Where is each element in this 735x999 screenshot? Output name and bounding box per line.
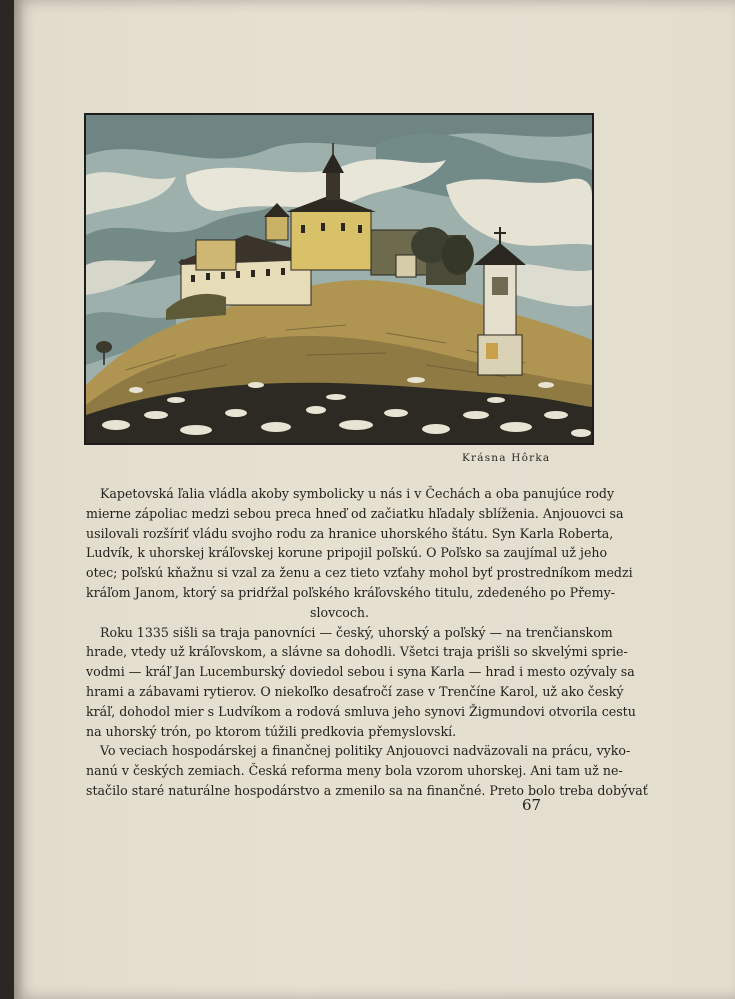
book-page [14,0,735,999]
text-line: nanú v českých zemiach. Česká reforma meny bola vzorom uhorskej. Ani tam už ne- [86,763,623,779]
castle-on-hill-image [86,115,592,443]
text-line: stačilo staré naturálne hospodárstvo a zmenilo sa na finančné. Preto bolo treba dobývať [86,782,648,798]
paragraph [86,741,648,800]
paragraph [86,484,633,623]
text-line: kráľ, dohodol mier s Ludvíkom a rodová smluva jeho synovi Žigmundovi otvorila cestu [86,703,636,719]
page-number: 67 [522,796,542,814]
text-line: hrade, vtedy už kráľovskom, a slávne sa dohodli. Všetci traja prišli so skvelými sprie- [86,644,628,660]
body-text [86,484,648,801]
text-line: kráľom Janom, ktorý sa pridŕžal poľského kráľovského titulu, zdedeného po Přemy- [86,584,615,600]
text-line: otec; poľskú kňažnu si vzal za ženu a cez tieto vzťahy mohol byť prostredníkom medzi [86,565,633,581]
text-line: mierne zápoliac medzi sebou preca hneď od začiatku hľadaly sblíženia. Anjouovci sa [86,505,624,521]
text-line: na uhorský trón, po ktorom túžili predkovia přemyslovskí. [86,723,457,739]
text-line: Ludvík, k uhorskej kráľovskej korune pripojil poľskú. O Poľsko sa zaujímal už jeho [86,545,608,561]
text-line: slovcoch. [310,604,369,620]
woodcut-illustration [84,113,594,445]
illustration-caption: Krásna Hôrka [462,452,551,464]
text-line: Roku 1335 sišli sa traja panovníci — český, uhorský a poľský — na trenčianskom [100,624,613,640]
paragraph [86,623,636,742]
text-line: usilovali rozšíriť vládu svojho rodu za hranice uhorského štátu. Syn Karla Roberta, [86,525,614,541]
text-line: Kapetovská ľalia vládla akoby symbolicky u nás i v Čechách a oba panujúce rody [100,486,615,501]
text-line: vodmi — kráľ Jan Lucemburský doviedol sebou i syna Karla — hrad i mesto ozývaly sa [86,664,635,680]
text-line: Vo veciach hospodárskej a finančnej politiky Anjouovci nadväzovali na prácu, vyko- [100,743,631,759]
text-line: hrami a zábavami rytierov. O niekoľko desaťročí zase v Trenčíne Karol, už ako český [86,683,624,699]
